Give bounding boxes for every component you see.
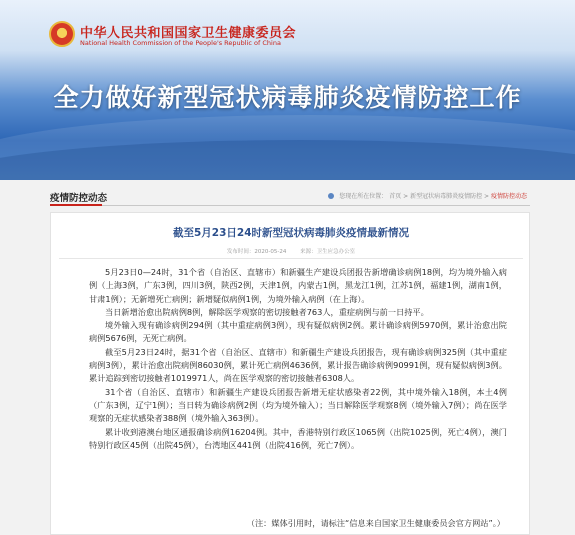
breadcrumb-prefix: 您现在所在位置： [339, 193, 388, 200]
article-paragraph: 31个省（自治区、直辖市）和新疆生产建设兵团报告新增无症状感染者22例，其中境外输入18例，本土4例（广东3例，辽宁1例）；当日转为确诊病例2例（均为境外输入）；当日解除医学观察8例（境外输入7例）；尚在医学观察的无症状感染者388例（境外输入363例）。 [89, 386, 507, 424]
source-info [300, 249, 355, 255]
media-citation-note: （注：媒体引用时，请标注“信息来自国家卫生健康委员会官方网站”。） [246, 518, 505, 528]
breadcrumb-home[interactable]: 首页 [389, 193, 402, 200]
section-tab-underline [50, 204, 102, 206]
breadcrumb-separator: > [484, 193, 490, 200]
breadcrumb [328, 191, 527, 200]
article-divider [59, 258, 523, 259]
article-body [89, 266, 507, 452]
breadcrumb-current[interactable]: 疫情防控动态 [490, 193, 527, 200]
publish-label: 发布时间： [226, 249, 255, 255]
article-paragraph: 累计收到港澳台地区通报确诊病例16204例。其中，香港特别行政区1065例（出院1025例，死亡4例），澳门特别行政区45例（出院45例），台湾地区441例（出院416例，死亡7例）。 [89, 426, 507, 450]
org-name-en: National Health Commission of the People's Republic of China [80, 39, 281, 47]
article-panel [50, 212, 530, 535]
article-paragraph: 5月23日0—24时，31个省（自治区、直辖市）和新疆生产建设兵团报告新增确诊病例18例，均为境外输入病例（上海3例，广东3例，四川3例，陕西2例，天津1例，内蒙古1例，黑龙江1例，江苏1例，福建1例，湖南1例，甘肃1例）；无新增死亡病例；新增疑似病例1例，为境外输入病例（在上海）。 [89, 267, 507, 304]
article-title: 截至5月23日24时新型冠状病毒肺炎疫情最新情况 [172, 227, 410, 239]
breadcrumb-separator: > [403, 193, 409, 200]
national-emblem-icon[interactable] [49, 21, 75, 47]
source-label: 来源： [300, 249, 317, 255]
publish-date: 2020-05-24 [254, 249, 287, 255]
header-banner [0, 0, 575, 180]
location-pin-icon [328, 193, 334, 199]
section-divider [50, 205, 530, 206]
banner-headline: 全力做好新型冠状病毒肺炎疫情防控工作 [53, 83, 522, 112]
publish-info [227, 249, 286, 255]
article-paragraph: 当日新增治愈出院病例8例，解除医学观察的密切接触者763人，重症病例与前一日持平。 [105, 306, 429, 317]
section-tab[interactable]: 疫情防控动态 [50, 193, 108, 204]
article-meta [51, 247, 531, 255]
article-paragraph: 境外输入现有确诊病例294例（其中重症病例3例），现有疑似病例2例。累计确诊病例5970例，累计治愈出院病例5676例，无死亡病例。 [89, 320, 507, 344]
article-paragraph: 截至5月23日24时，据31个省（自治区、直辖市）和新疆生产建设兵团报告，现有确诊病例325例（其中重症病例3例），累计治愈出院病例86030例，累计死亡病例4636例，累计报告确诊病例90991例，现有疑似病例3例。累计追踪到密切接触者1019971人，尚在医学观察的密切接触者6308人。 [89, 346, 507, 384]
content-area [0, 180, 575, 535]
org-name-cn[interactable]: 中华人民共和国国家卫生健康委员会 [80, 26, 297, 41]
breadcrumb-topic[interactable]: 新型冠状病毒肺炎疫情防控 [410, 193, 483, 200]
source-value: 卫生应急办公室 [316, 249, 356, 255]
